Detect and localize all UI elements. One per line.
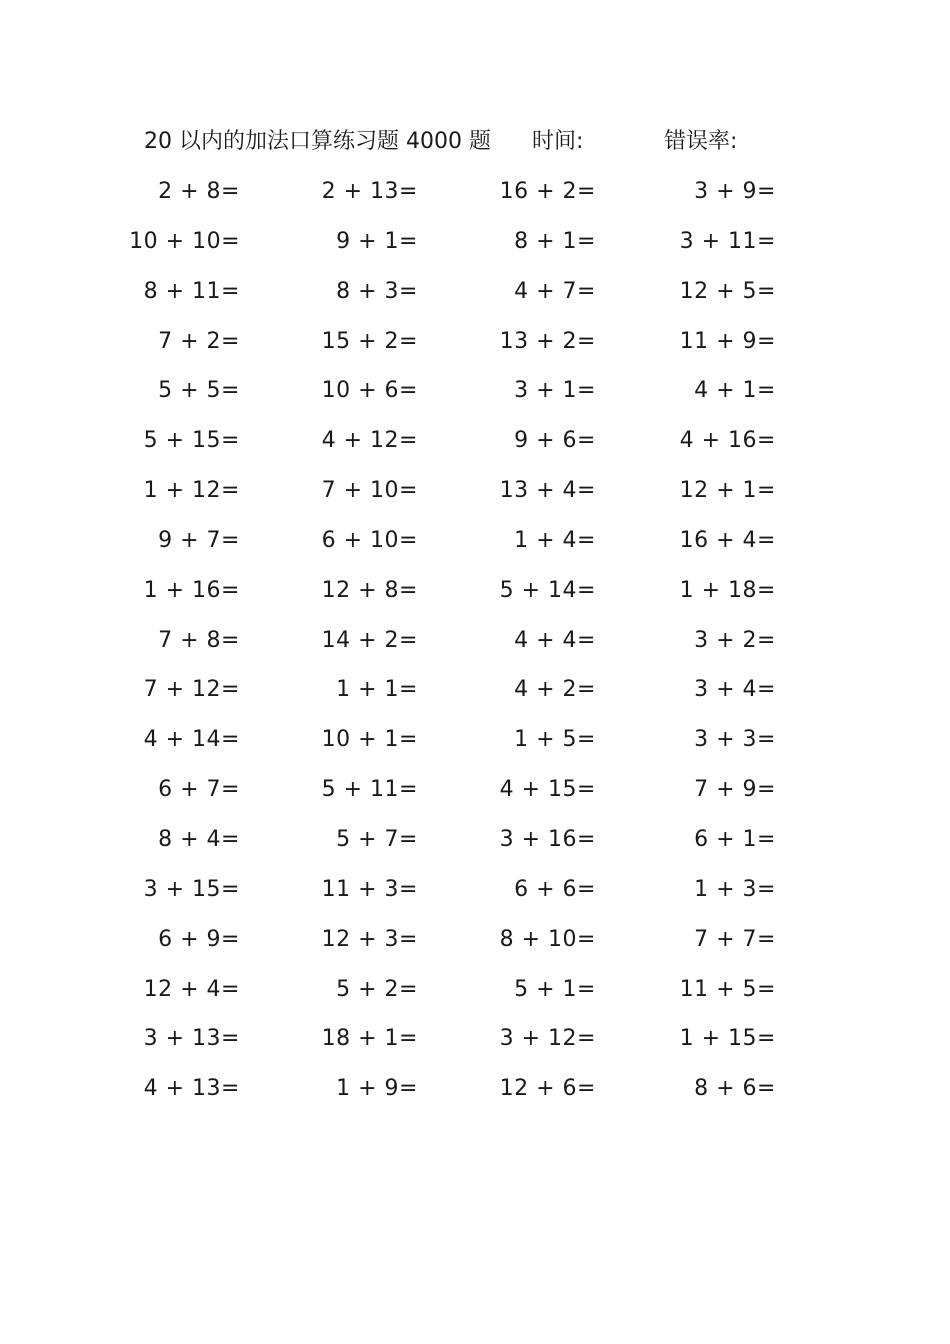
problem-row	[0, 920, 950, 970]
problem-item: 4 + 15=	[499, 777, 596, 803]
problem-item: 3 + 15=	[143, 876, 240, 902]
problem-item: 4 + 12=	[321, 428, 418, 454]
problem-item: 7 + 2=	[158, 328, 240, 354]
problem-item: 12 + 3=	[321, 926, 418, 952]
problem-row	[0, 670, 950, 720]
problem-row	[0, 172, 950, 222]
problem-item: 9 + 6=	[514, 428, 596, 454]
problem-item: 1 + 1=	[336, 677, 418, 703]
problem-item: 2 + 13=	[321, 179, 418, 204]
problem-row	[0, 272, 950, 322]
problem-item: 3 + 1=	[514, 378, 596, 404]
problem-item: 14 + 2=	[321, 627, 418, 653]
problem-item: 10 + 10=	[129, 228, 240, 254]
problem-item: 7 + 10=	[321, 478, 418, 504]
problem-item: 3 + 2=	[694, 627, 776, 653]
problem-item: 4 + 4=	[514, 627, 596, 653]
problem-row	[0, 371, 950, 421]
problem-item: 1 + 18=	[679, 577, 776, 603]
problem-item: 5 + 1=	[514, 976, 596, 1002]
problem-item: 13 + 4=	[499, 478, 596, 504]
problem-row	[0, 970, 950, 1020]
problem-item: 3 + 4=	[694, 677, 776, 703]
problem-row	[0, 421, 950, 471]
problem-item: 12 + 1=	[679, 478, 776, 504]
problem-item: 4 + 16=	[679, 428, 776, 454]
problem-item: 4 + 13=	[143, 1076, 240, 1102]
problem-item: 2 + 8=	[158, 179, 240, 204]
problem-item: 4 + 14=	[143, 727, 240, 753]
problem-row	[0, 1069, 950, 1119]
problem-item: 12 + 4=	[143, 976, 240, 1002]
problem-item: 7 + 12=	[143, 677, 240, 703]
problem-item: 10 + 6=	[321, 378, 418, 404]
problem-item: 7 + 7=	[694, 926, 776, 952]
problem-row	[0, 621, 950, 671]
problem-item: 15 + 2=	[321, 328, 418, 354]
problem-item: 3 + 3=	[694, 727, 776, 753]
problem-row	[0, 521, 950, 571]
problem-row	[0, 770, 950, 820]
problem-item: 12 + 5=	[679, 278, 776, 304]
problem-row	[0, 870, 950, 920]
problem-item: 5 + 15=	[143, 428, 240, 454]
problem-row	[0, 322, 950, 372]
problem-item: 4 + 7=	[514, 278, 596, 304]
problem-item: 8 + 6=	[694, 1076, 776, 1102]
problem-row	[0, 820, 950, 870]
problem-item: 16 + 4=	[679, 527, 776, 553]
problem-item: 9 + 7=	[158, 527, 240, 553]
problem-row	[0, 571, 950, 621]
problem-item: 5 + 14=	[499, 577, 596, 603]
problem-item: 8 + 1=	[514, 228, 596, 254]
problem-item: 7 + 8=	[158, 627, 240, 653]
problem-row	[0, 1019, 950, 1069]
problem-item: 3 + 16=	[499, 826, 596, 852]
problem-item: 8 + 3=	[336, 278, 418, 304]
problem-item: 16 + 2=	[499, 179, 596, 204]
problem-item: 3 + 11=	[679, 228, 776, 254]
problem-row	[0, 471, 950, 521]
problem-item: 6 + 1=	[694, 826, 776, 852]
problem-item: 1 + 4=	[514, 527, 596, 553]
problem-item: 8 + 10=	[499, 926, 596, 952]
problem-item: 6 + 10=	[321, 527, 418, 553]
problem-item: 1 + 3=	[694, 876, 776, 902]
problem-item: 12 + 8=	[321, 577, 418, 603]
problem-item: 3 + 9=	[694, 179, 776, 204]
problem-item: 18 + 1=	[321, 1026, 418, 1052]
problem-row	[0, 222, 950, 272]
problem-item: 7 + 9=	[694, 777, 776, 803]
worksheet-header	[0, 124, 950, 160]
problem-item: 1 + 12=	[143, 478, 240, 504]
worksheet-title: 20 以内的加法口算练习题 4000 题	[144, 129, 491, 154]
problem-item: 12 + 6=	[499, 1076, 596, 1102]
problem-item: 5 + 11=	[321, 777, 418, 803]
problem-item: 1 + 9=	[336, 1076, 418, 1102]
problem-item: 5 + 7=	[336, 826, 418, 852]
problem-item: 6 + 9=	[158, 926, 240, 952]
problem-grid	[0, 172, 950, 1119]
problem-item: 5 + 5=	[158, 378, 240, 404]
problem-item: 3 + 13=	[143, 1026, 240, 1052]
problem-item: 9 + 1=	[336, 228, 418, 254]
problem-item: 13 + 2=	[499, 328, 596, 354]
problem-item: 1 + 15=	[679, 1026, 776, 1052]
problem-item: 5 + 2=	[336, 976, 418, 1002]
error-rate-label: 错误率:	[664, 129, 738, 154]
problem-item: 4 + 2=	[514, 677, 596, 703]
problem-item: 10 + 1=	[321, 727, 418, 753]
problem-item: 8 + 11=	[143, 278, 240, 304]
time-label: 时间:	[532, 129, 584, 154]
problem-item: 4 + 1=	[694, 378, 776, 404]
problem-item: 3 + 12=	[499, 1026, 596, 1052]
problem-item: 8 + 4=	[158, 826, 240, 852]
problem-item: 1 + 16=	[143, 577, 240, 603]
problem-item: 1 + 5=	[514, 727, 596, 753]
problem-item: 11 + 9=	[679, 328, 776, 354]
problem-item: 11 + 5=	[679, 976, 776, 1002]
problem-row	[0, 720, 950, 770]
problem-item: 6 + 7=	[158, 777, 240, 803]
problem-item: 6 + 6=	[514, 876, 596, 902]
problem-item: 11 + 3=	[321, 876, 418, 902]
